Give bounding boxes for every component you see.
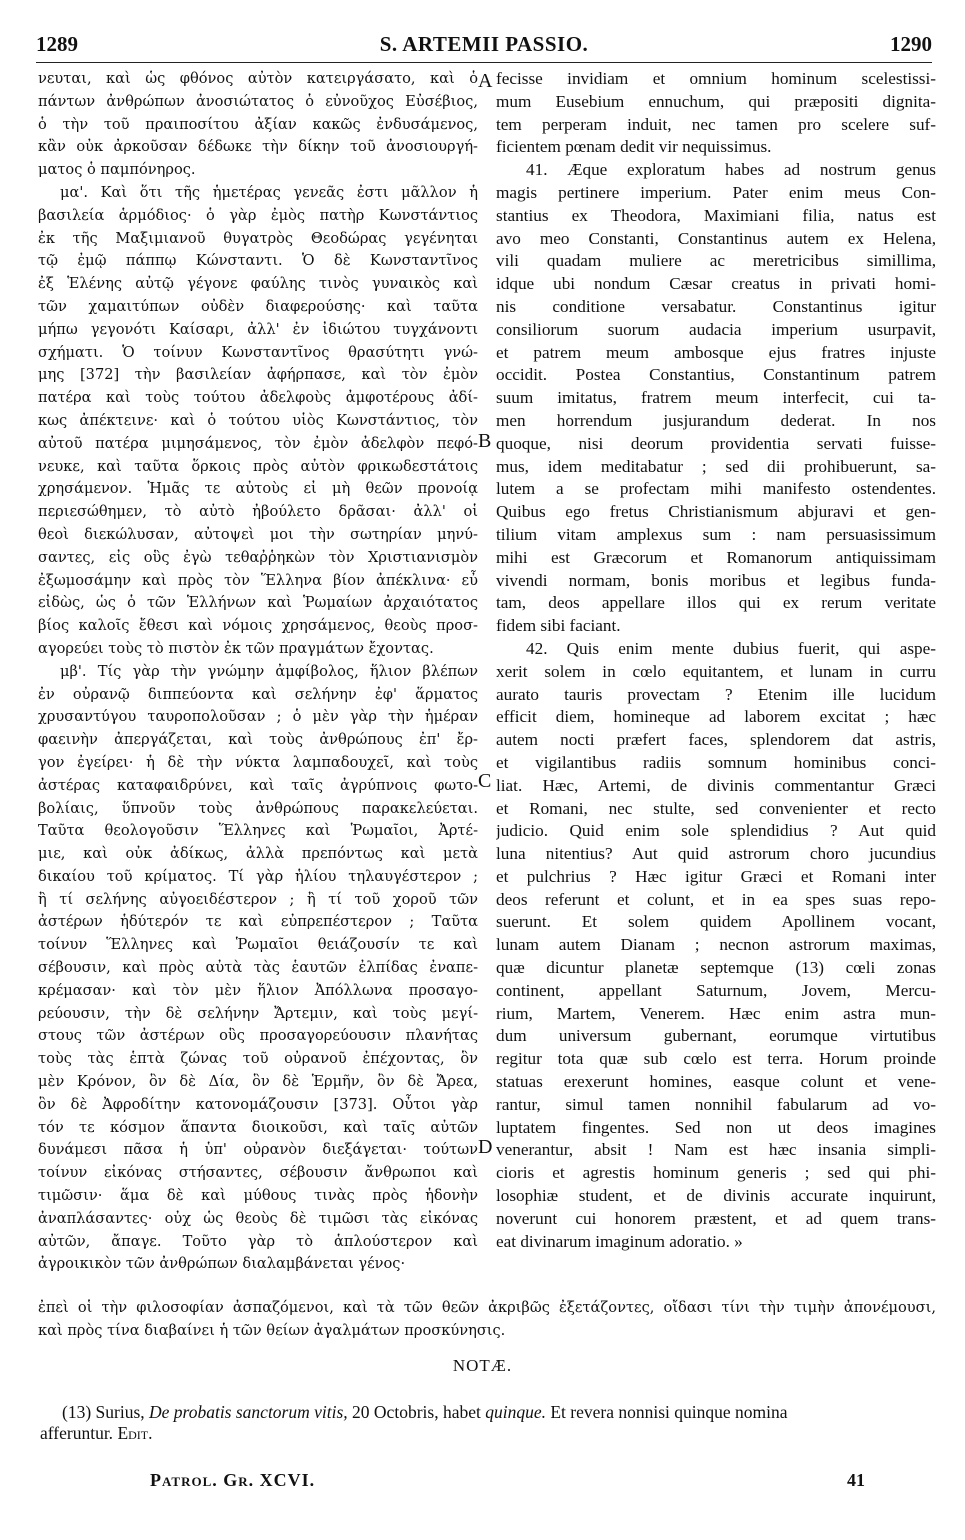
latin-line: luptatem fingentes. Sed non ut deos imagines	[496, 1117, 936, 1137]
latin-line: losophiæ student, et de divinis accurate inquirunt,	[496, 1186, 936, 1206]
greek-line: βολίαις, ὕπνοῦν τοὺς ἀνθρώπους παρακελεύεται.	[38, 799, 478, 817]
latin-line: rantur, simul tamen nonnihil fabularum ad vo-	[496, 1094, 936, 1114]
margin-marker-c: C	[478, 770, 492, 792]
greek-full-line: καὶ πρὸς τίνα διαβαίνει ἡ τῶν θείων ἀγαλμάτων προσκύνησις.	[38, 1322, 506, 1339]
footnote-text-a: 20 Octobris, habet	[352, 1402, 481, 1422]
latin-line: tem perperam induit, nec tamen pro scelere suf-	[496, 114, 936, 134]
greek-line: ὁ τὴν τοῦ πραιποσίτου ἀξίαν κακῶς ἐνδυσάμενος,	[38, 115, 478, 133]
greek-line: ματος ὁ παμπόνηρος.	[38, 161, 196, 179]
latin-line: vivendi normam, bonis moribus et legibus funda-	[496, 570, 936, 590]
latin-line: noverunt cui honorem præstent, et ad quem trans-	[496, 1208, 936, 1228]
greek-line: αγορεύει τοὺς τὸ πιστὸν ἐκ τῶν πραγμάτων ἔχοντας.	[38, 639, 434, 657]
greek-line: τοίνυν εἰκόνας στήσαντες, σέβουσιν ἄνθρωποι καὶ	[38, 1164, 478, 1182]
greek-line: Ταῦτα θεολογοῦσιν Ἕλληνες καὶ Ῥωμαῖοι, Ἀρτέ-	[38, 822, 478, 840]
greek-line: σχήματι. Ὁ τοίνυν Κωνσταντῖνος θρασύτητι γνώ-	[38, 343, 478, 361]
greek-line: περιεσώθημεν, τὸ αὐτὸ ἠβούλετο δρᾶσαι· ἀλλ' οἱ	[38, 503, 478, 521]
greek-line: τιμῶσιν· ἅμα δὲ καὶ μύθους τινὰς πρὸς ἡδονὴν	[38, 1187, 478, 1205]
greek-line: εἰδὼς, ὡς ὁ τῶν Ἑλλήνων καὶ Ῥωμαίων ἀρχαιότατος	[38, 594, 478, 612]
footnote-marker: (13)	[62, 1402, 92, 1422]
greek-line: τῷ ἐμῷ πάππῳ Κώνσταντι. Ὁ δὲ Κωνσταντῖνος	[38, 252, 478, 270]
greek-line: μὲν Κρόνον, ὃν δὲ Δία, ὃν δὲ Ἑρμῆν, ὃν δὲ Ἄρεα,	[38, 1073, 478, 1091]
footnote-line-1	[40, 1402, 935, 1423]
latin-line: avo meo Constanti, Constantinus autem ex Helena,	[496, 228, 936, 248]
latin-line: cioris et agrestis hominum generis ; sed qui phi-	[496, 1163, 936, 1183]
latin-line: quoque, nisi deorum providentia servati fuisse-	[496, 433, 936, 453]
greek-line: μβ'. Τίς γὰρ τὴν γνώμην ἀμφίβολος, ἥλιον βλέπων	[60, 662, 478, 680]
latin-line: mihi est Græcorum et Romanorum antiquissimam	[496, 547, 936, 567]
greek-line: πατέρα καὶ τοὺς τούτου ἀδελφοὺς ἀμφοτέρους ἀδί-	[38, 389, 478, 407]
latin-line: fidem sibi faciant.	[496, 616, 621, 636]
greek-line: ἀστέρας καταφαιδρύνει, καὶ ταῖς ἀγρύπνοις φωτο-	[38, 776, 478, 794]
greek-line: δυνάμεσι πᾶσα ἡ ὑπ' οὐρανὸν διεξάγεται· τούτων	[38, 1141, 478, 1159]
latin-line: men horrendum jusjurandum dederat. In nos	[496, 410, 936, 430]
greek-line: κἂν οὐκ ἀρκοῦσαν δέδωκε τὴν δίκην τοῦ ἀνοσιουργή-	[38, 138, 478, 156]
greek-line: ὃν δὲ Ἀφροδίτην κατονομάζουσιν [373]. Οὗτοι γὰρ	[38, 1095, 478, 1113]
greek-line: νευκε, καὶ ταῦτα ὅρκοις πρὸς αὐτὸν φρικωδεστάτοις	[38, 457, 478, 475]
latin-line: eat divinarum imaginum adoratio. »	[496, 1231, 743, 1251]
margin-marker-b: B	[478, 430, 492, 452]
greek-line: αὐτῶν, ἄπαγε. Τοῦτο γὰρ τὸ ἁπλούστερον καὶ	[38, 1232, 478, 1250]
greek-line: στους τῶν ἀστέρων οὓς προσαγορεύουσιν πλανήτας	[38, 1027, 478, 1045]
latin-line: fecisse invidiam et omnium hominum scelestissi-	[496, 69, 936, 88]
margin-marker-d: D	[478, 1136, 493, 1158]
greek-line: ἢ τί σελήνης αὐγοειδέστερον ; ἢ τί τοῦ χοροῦ τῶν	[38, 890, 478, 908]
footnote-book-title: De probatis sanctorum vitis,	[149, 1402, 348, 1422]
latin-line: tam, deos appellare illos qui ex rerum veritate	[496, 593, 936, 613]
greek-line: μα'. Καὶ ὅτι τῆς ἡμετέρας γενεᾶς ἐστι μᾶλλον ἡ	[60, 183, 478, 201]
latin-line: magis pertinere imperium. Pater enim meus Con-	[496, 182, 936, 202]
greek-line: κρέμασαν· καὶ τὸν μὲν ἥλιον Ἀπόλλωνα προσαγο-	[38, 981, 478, 999]
footnote-italic-word: quinque.	[485, 1402, 546, 1422]
latin-line: autem nocti præfert faces, splendorem dat astris,	[496, 730, 936, 750]
page-footer	[40, 1470, 935, 1496]
greek-line: ἀγροικικὸν τῶν ἀνθρώπων διαλαμβάνεται γένος·	[38, 1255, 406, 1273]
latin-line: judicio. Quid enim sole splendidius ? Aut quid	[496, 821, 936, 841]
latin-line: et patrem meum ambosque ejus fratres injuste	[496, 342, 936, 362]
latin-line: lunam autem Dianam ; necnon astrorum maximas,	[496, 935, 936, 955]
greek-line: τοίνυν Ἕλληνες καὶ Ῥωμαῖοι θειάζουσίν τε καὶ	[38, 936, 478, 954]
latin-line: idque ubi nondum Cæsar creatus in privati homi-	[496, 274, 936, 294]
latin-line: et pulchrius ? Hæc igitur Græci et Romani inter	[496, 866, 936, 886]
greek-line: ἐν οὐρανῷ διππεύοντα καὶ σελήνην ἐφ' ἅρματος	[38, 685, 478, 703]
greek-line: βίος καλοῖς ἔθεσι καὶ νόμοις χρησάμενος, θεοὺς προσ-	[38, 617, 478, 635]
latin-line: suerunt. Et solem quidem Apollinem vocant,	[496, 912, 936, 932]
latin-line: et vigilantibus radiis somnum hominibus conci-	[496, 752, 936, 772]
page-header	[36, 32, 932, 60]
greek-line: αὐτοῦ πατέρα μιμησάμενος, τὸν ἐμὸν ἀδελφὸν πεφό-	[38, 434, 478, 452]
latin-line: stantius ex Theodora, Maximiani filia, natus est	[496, 205, 936, 225]
greek-line: βασιλεία ἁρμόδιος· ὁ γὰρ ἐμὸς πατὴρ Κωνστάντιος	[38, 206, 478, 224]
greek-line: νευται, καὶ ὡς φθόνος αὐτὸν κατειργάσατο, καὶ ὁ	[38, 70, 478, 87]
latin-line: statuas erexerunt homines, easque colunt et vene-	[496, 1072, 936, 1092]
greek-line: ἀναπλάσαντες· οὐχ ὡς θεοὺς δὲ τιμῶσι τὰς εἰκόνας	[38, 1209, 478, 1227]
footnote-author: Surius,	[95, 1402, 145, 1422]
latin-line: liat. Hæc, Artemi, de divinis commentantur Græci	[496, 775, 936, 795]
greek-line: τῶν χαμαιτύπων οὐδὲν διαφερούσης· καὶ ταῦτα	[38, 297, 478, 315]
greek-line: μιε, καὶ οὐκ ἀδίκως, ἀλλὰ πρεπόντως καὶ μετὰ	[38, 845, 478, 863]
latin-line: efficit diem, homineque ad laborem excitat ; hæc	[496, 707, 936, 727]
latin-line: deos referunt et colunt, et in ea spes suas repo-	[496, 889, 936, 909]
latin-line: continent, appellant Saturnum, Jovem, Mercu-	[496, 980, 936, 1000]
greek-line: σαντες, εἰς οὓς ἐγὼ τεθαῤῥηκὼν τὸν Χριστιανισμὸν	[38, 548, 478, 566]
running-title: S. ARTEMII PASSIO.	[379, 32, 589, 56]
greek-line: τοὺς τὰς ἑπτὰ ζώνας τοῦ οὐρανοῦ ἐπέχοντας, ὃν	[38, 1050, 478, 1068]
latin-line: dum universum gubernant, eorumque virtutibus	[496, 1026, 936, 1046]
latin-line: xerit solem in cœlo equitantem, et lunam in curru	[496, 661, 936, 681]
latin-line: mus, idem meditabatur ; sed dii prohibuerunt, sa-	[496, 456, 936, 476]
footnote-line2-text: afferuntur.	[40, 1423, 114, 1443]
greek-full-line: ἐπεὶ οἱ τὴν φιλοσοφίαν ἀσπαζόμενοι, καὶ τὰ τῶν θεῶν ἀκριβῶς ἐξετάζοντες, οἴδασι τίνι τὴν τιμὴν ἀπονέμουσι,	[38, 1299, 936, 1316]
latin-line: consiliorum suorum audacia imperium usurpavit,	[496, 319, 936, 339]
footer-signature: 41	[847, 1470, 865, 1490]
greek-line: γον ἐγείρει· ἡ δὲ τὴν νύκτα λαμπαδουχεῖ, καὶ τοὺς	[38, 753, 478, 771]
latin-line: nis conditione versabatur. Constantinus igitur	[496, 296, 936, 316]
latin-line: mum Eusebium ennuchum, qui præpositi dignita-	[496, 91, 936, 111]
latin-line: aurato tauris provectam ? Etenim ille lucidum	[496, 684, 936, 704]
greek-line: φαεινὴν ἀπεργάζεται, καὶ τοὺς ἀνθρώπους ἐπ' ἔρ-	[38, 731, 478, 749]
left-column-number: 1289	[36, 32, 78, 56]
greek-line: σέβουσιν, καὶ πρὸς αὐτὰ τὰς ἑαυτῶν ἐλπίδας ἐναπε-	[38, 959, 478, 977]
latin-column	[496, 68, 936, 1253]
notes-heading: NOTÆ.	[452, 1356, 513, 1375]
greek-line: ρεύουσιν, τὴν δὲ σελήνην Ἄρτεμιν, καὶ τοὺς μεγί-	[38, 1004, 478, 1022]
right-column-number: 1290	[890, 32, 932, 56]
greek-line: δικαίου τοῦ κρίματος. Τί γὰρ ἡλίου τηλαυγέστερον ;	[38, 867, 478, 885]
footnote	[40, 1402, 935, 1444]
footnote-editor: Edit.	[117, 1423, 153, 1443]
latin-line: occidit. Postea Constantius, Constantinum patrem	[496, 365, 936, 385]
latin-line: et Romani, nec stulte, sed convenienter et recto	[496, 798, 936, 818]
latin-line: tilium vitam amplexus sum : nam persuasissimum	[496, 524, 936, 544]
greek-line: κως ἀπέκτεινε· καὶ ὁ τούτου υἱὸς Κωνστάντιος, τὸν	[38, 411, 478, 429]
latin-line: 41. Æque exploratum habes ad nostrum genus	[526, 160, 936, 180]
margin-marker-a: A	[478, 70, 493, 92]
footer-series: Patrol. Gr. XCVI.	[150, 1470, 316, 1490]
greek-line: χρυσαντύγου ταυροπολοῦσαν ; ὁ μὲν γὰρ τὴν ἡμέραν	[38, 708, 478, 726]
latin-line: lutem a se profectam mihi manifesto ostendentes.	[496, 479, 936, 499]
greek-line: τόν τε κόσμον ἅπαντα διοικοῦσι, καὶ ταῖς αὐτῶν	[38, 1118, 478, 1136]
greek-line: μήπω γεγονότι Καίσαρι, ἀλλ' ἐν ἰδιώτου τυγχάνοντι	[38, 320, 478, 338]
greek-line: πάντων ἀνθρώπων ἀνοσιώτατος ὁ εὐνοῦχος Εὐσέβιος,	[38, 92, 478, 110]
greek-line: ἐξ Ἑλένης αὐτῷ γέγονε φαύλης τινὸς γυναικὸς καὶ	[38, 275, 478, 293]
greek-line: ἐξωμοσάμην καὶ πρὸς τὸν Ἕλληνα βίον ἀπέκλινα· εὖ	[38, 571, 478, 589]
latin-line: regitur tota quæ sub cœlo est terra. Horum proinde	[496, 1049, 936, 1069]
latin-line: luna nitentius? Aut quid astrorum choro jucundius	[496, 844, 936, 864]
latin-line: suum imitatus, fratrem meum interfecit, cui ta-	[496, 388, 936, 408]
greek-line: θεοὶ διεκώλυσαν, αὐτοψεὶ μοι τὴν σωτηρίαν μηνύ-	[38, 525, 478, 543]
greek-line: ἐκ τῆς Μαξιμιανοῦ θυγατρὸς Θεοδώρας γεγένηται	[38, 229, 478, 247]
greek-line: μης [372] τὴν βασιλείαν ἀφήρπασε, καὶ τὸν ἐμὸν	[38, 366, 478, 384]
latin-line: quæ dicuntur planetæ septemque (13) cœli zonas	[496, 958, 936, 978]
footnote-line-2	[40, 1423, 935, 1444]
header-rule	[36, 62, 932, 63]
latin-line: 42. Quis enim mente dubius fuerit, qui aspe-	[526, 638, 936, 658]
latin-line: vili quadam muliere ac meretricibus simillima,	[496, 251, 936, 271]
latin-line: Quibus ego fretus Christianismum abjuravi et gen-	[496, 502, 936, 522]
latin-line: venerantur, absit ! Nam est hæc insania simpli-	[496, 1140, 936, 1160]
greek-full-width-text	[38, 1296, 936, 1342]
latin-line: rium, Martem, Venerem. Hæc enim astra mun-	[496, 1003, 936, 1023]
greek-column	[38, 68, 478, 1276]
latin-line: ficientem pœnam dedit vir nequissimus.	[496, 137, 772, 157]
greek-line: χρησάμενον. Ἡμᾶς τε αὐτοὺς εἰ μὴ θεῶν προνοίᾳ	[38, 480, 478, 498]
greek-line: ἀστέρων ἡδύτερόν τε καὶ εὐπρεπέστερον ; Ταῦτα	[38, 913, 478, 931]
footnote-text-b: Et revera nonnisi quinque nomina	[550, 1402, 788, 1422]
